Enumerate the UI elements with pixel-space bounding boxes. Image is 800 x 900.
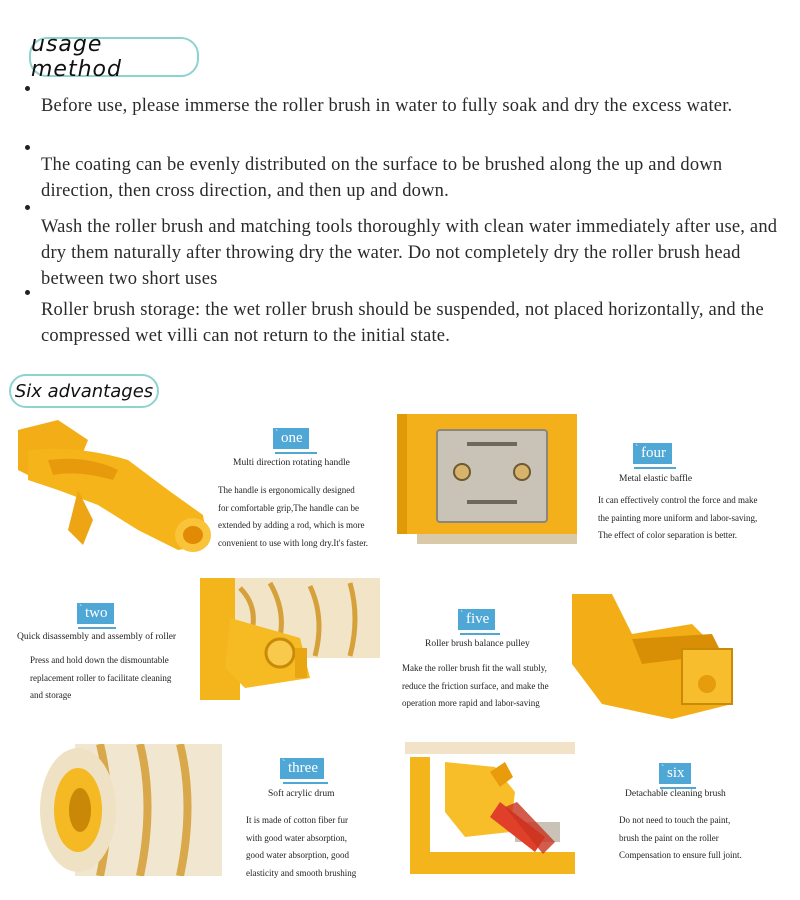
feature-desc-line: convenient to use with long dry.It's faster. — [218, 537, 369, 548]
feature-title-two: Quick disassembly and assembly of roller — [17, 632, 177, 642]
feature-desc-three — [246, 812, 356, 882]
feature-desc-line: and storage — [30, 690, 72, 700]
feature-desc-line: Do not need to touch the paint, — [619, 815, 731, 825]
badge-underline — [460, 633, 500, 635]
usage-method-heading-text: usage method — [31, 32, 122, 82]
pulley-photo — [572, 594, 764, 724]
feature-badge-six: ˋ six — [659, 763, 691, 784]
feature-desc-line: brush the paint on the roller — [619, 832, 719, 843]
feature-desc-line: It can effectively control the force and make — [598, 495, 758, 505]
feature-desc-line: the painting more uniform and labor-saving, — [598, 512, 758, 523]
cleaning-brush-photo — [405, 742, 575, 874]
feature-desc-line: reduce the friction surface, and make the — [402, 680, 549, 691]
feature-title-six: Detachable cleaning brush — [625, 789, 726, 799]
feature-desc-two — [30, 652, 171, 705]
feature-desc-one — [218, 482, 368, 552]
usage-item-1: Before use, please immerse the roller brush in water to fully soak and dry the excess water. — [41, 96, 733, 116]
six-advantages-heading-text: Six advantages — [14, 380, 154, 402]
badge-underline — [634, 467, 676, 469]
drum-photo — [40, 744, 222, 876]
feature-desc-line: Make the roller brush fit the wall stubly, — [402, 663, 547, 673]
feature-desc-line: replacement roller to facilitate cleaning — [30, 672, 172, 683]
feature-desc-line: It is made of cotton fiber fur — [246, 815, 348, 825]
usage-item-2: The coating can be evenly distributed on the surface to be brushed along the up and down direction, then cross direction, and then up and down. — [41, 155, 723, 201]
feature-badge-four: ˋ four — [633, 443, 672, 464]
usage-item-3: Wash the roller brush and matching tools thoroughly with clean water immediately after use, and dry them naturally after throwing dry the water. Do not completely dry the roller brush head between two short uses — [41, 217, 778, 289]
feature-title-one: Multi direction rotating handle — [233, 458, 350, 468]
bullet-dot — [25, 205, 30, 210]
feature-title-four: Metal elastic baffle — [619, 474, 693, 484]
feature-desc-four — [598, 492, 758, 545]
roller-clip-photo — [200, 578, 390, 700]
feature-desc-line: with good water absorption, — [246, 832, 347, 843]
six-advantages-heading — [9, 374, 159, 408]
feature-badge-three: ˋ three — [280, 758, 324, 779]
badge-underline — [78, 627, 116, 629]
feature-badge-two: ˋ two — [77, 603, 114, 624]
bullet-dot — [25, 145, 30, 150]
feature-title-three: Soft acrylic drum — [268, 789, 335, 799]
feature-badge-five: ˋ five — [458, 609, 495, 630]
bullet-dot — [25, 86, 30, 91]
feature-desc-line: Compensation to ensure full joint. — [619, 850, 742, 860]
usage-item-4: Roller brush storage: the wet roller brush should be suspended, not placed horizontally, and the compressed wet villi can not return to the initial state. — [41, 300, 764, 346]
feature-desc-line: elasticity and smooth brushing — [246, 867, 357, 878]
feature-desc-line: The effect of color separation is better. — [598, 530, 738, 540]
usage-method-heading — [29, 32, 199, 82]
feature-desc-line: The handle is ergonomically designed — [218, 485, 355, 495]
feature-desc-line: good water absorption, good — [246, 850, 349, 860]
handle-photo — [18, 420, 218, 555]
feature-desc-line: operation more rapid and labor-saving — [402, 698, 540, 708]
feature-desc-line: for comfortable grip,The handle can be — [218, 502, 359, 513]
feature-desc-line: Press and hold down the dismountable — [30, 655, 169, 665]
badge-underline — [283, 782, 328, 784]
feature-badge-one: ˋ one — [273, 428, 309, 449]
feature-desc-five — [402, 660, 549, 713]
bullet-dot — [25, 290, 30, 295]
feature-desc-line: extended by adding a rod, which is more — [218, 520, 365, 530]
badge-underline — [275, 452, 317, 454]
baffle-photo — [397, 412, 583, 546]
feature-title-five: Roller brush balance pulley — [425, 639, 530, 649]
feature-desc-six — [619, 812, 742, 865]
